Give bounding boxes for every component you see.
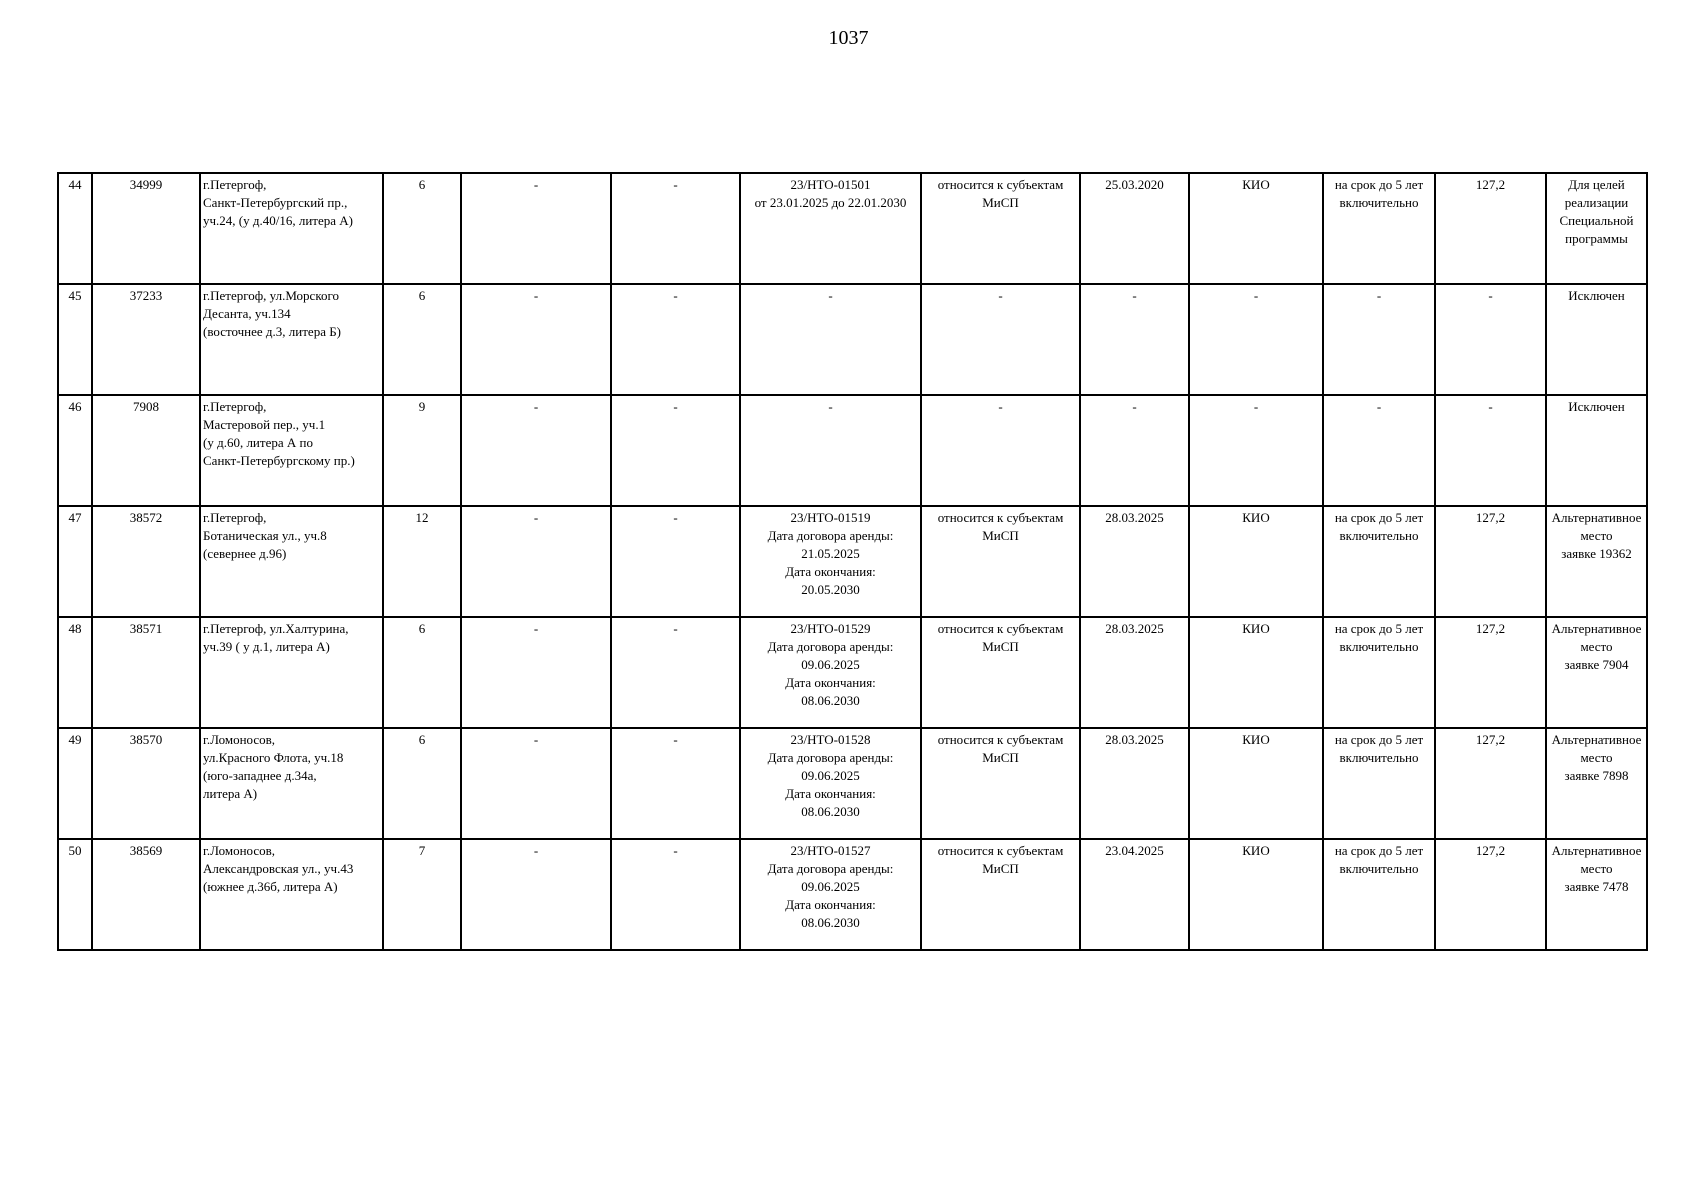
cell-line: Дата договора аренды: (767, 750, 894, 765)
cell-line: (восточнее д.3, литера Б) (203, 324, 342, 339)
cell-contract (740, 284, 921, 395)
cell-line: Дата договора аренды: (767, 639, 894, 654)
cell-line: - (998, 288, 1003, 303)
cell-column-6: - (611, 173, 740, 284)
cell-value: 127,2 (1435, 506, 1546, 617)
cell-registry-id: 38570 (92, 728, 200, 839)
cell-note (1546, 617, 1647, 728)
cell-line: г.Петергоф, (203, 510, 267, 525)
cell-line: 08.06.2030 (801, 915, 860, 930)
cell-organization: КИО (1189, 728, 1323, 839)
cell-value: 127,2 (1435, 728, 1546, 839)
cell-note (1546, 839, 1647, 950)
table-row (58, 506, 1647, 617)
cell-contract (740, 506, 921, 617)
cell-organization: КИО (1189, 839, 1323, 950)
cell-line: Санкт-Петербургскому пр.) (203, 453, 355, 468)
cell-line: г.Ломоносов, (203, 732, 276, 747)
cell-line: Для целей (1568, 177, 1625, 192)
cell-column-5: - (461, 173, 611, 284)
cell-line: 09.06.2025 (801, 879, 860, 894)
cell-line: Специальной (1559, 213, 1634, 228)
cell-column-5: - (461, 506, 611, 617)
table-body (58, 173, 1647, 950)
cell-row-number: 50 (58, 839, 92, 950)
cell-line: Александровская ул., уч.43 (203, 861, 354, 876)
cell-line: (севернее д.96) (203, 546, 287, 561)
cell-line: уч.24, (у д.40/16, литера А) (203, 213, 353, 228)
cell-line: - (828, 399, 833, 414)
table-row (58, 839, 1647, 950)
cell-date: - (1080, 395, 1189, 506)
cell-column-6: - (611, 284, 740, 395)
cell-row-number: 45 (58, 284, 92, 395)
cell-value: 127,2 (1435, 839, 1546, 950)
cell-address (200, 506, 383, 617)
cell-note (1546, 395, 1647, 506)
cell-line: 08.06.2030 (801, 693, 860, 708)
cell-registry-id: 38571 (92, 617, 200, 728)
cell-note (1546, 506, 1647, 617)
cell-line: место (1580, 750, 1613, 765)
cell-row-number: 48 (58, 617, 92, 728)
cell-column-4: 6 (383, 617, 461, 728)
cell-registry-id: 38572 (92, 506, 200, 617)
cell-line: Дата окончания: (785, 564, 876, 579)
cell-contract (740, 839, 921, 950)
cell-line: - (998, 399, 1003, 414)
cell-line: на срок до 5 лет (1334, 510, 1424, 525)
cell-line: ул.Красного Флота, уч.18 (203, 750, 344, 765)
cell-line: на срок до 5 лет (1334, 621, 1424, 636)
cell-line: заявке 7478 (1564, 879, 1629, 894)
cell-subject-status (921, 173, 1080, 284)
cell-date: 28.03.2025 (1080, 617, 1189, 728)
cell-organization: - (1189, 284, 1323, 395)
cell-column-4: 7 (383, 839, 461, 950)
cell-column-4: 6 (383, 173, 461, 284)
cell-line: - (828, 288, 833, 303)
cell-line: 23/НТО-01519 (790, 510, 871, 525)
cell-line: МиСП (982, 195, 1019, 210)
cell-column-4: 12 (383, 506, 461, 617)
cell-line: относится к субъектам (937, 843, 1064, 858)
cell-line: программы (1565, 231, 1628, 246)
table-row (58, 395, 1647, 506)
cell-line: Альтернативное (1551, 732, 1642, 747)
cell-column-6: - (611, 728, 740, 839)
cell-line: 09.06.2025 (801, 657, 860, 672)
cell-term (1323, 728, 1435, 839)
cell-contract (740, 173, 921, 284)
table-row (58, 617, 1647, 728)
cell-line: - (1376, 288, 1382, 303)
cell-column-4: 6 (383, 284, 461, 395)
cell-line: (южнее д.36б, литера А) (203, 879, 338, 894)
cell-line: 09.06.2025 (801, 768, 860, 783)
cell-value: - (1435, 284, 1546, 395)
cell-line: МиСП (982, 861, 1019, 876)
cell-row-number: 44 (58, 173, 92, 284)
cell-line: Дата договора аренды: (767, 528, 894, 543)
cell-column-6: - (611, 395, 740, 506)
cell-address (200, 839, 383, 950)
cell-row-number: 47 (58, 506, 92, 617)
cell-line: на срок до 5 лет (1334, 732, 1424, 747)
cell-date: 28.03.2025 (1080, 728, 1189, 839)
cell-term (1323, 617, 1435, 728)
cell-column-6: - (611, 839, 740, 950)
cell-column-4: 9 (383, 395, 461, 506)
cell-term (1323, 839, 1435, 950)
cell-term (1323, 506, 1435, 617)
cell-line: - (1376, 399, 1382, 414)
table-row (58, 173, 1647, 284)
cell-line: г.Петергоф, (203, 399, 267, 414)
cell-column-4: 6 (383, 728, 461, 839)
cell-line: относится к субъектам (937, 177, 1064, 192)
cell-line: Мастеровой пер., уч.1 (203, 417, 326, 432)
cell-address (200, 395, 383, 506)
cell-line: Дата окончания: (785, 675, 876, 690)
cell-line: относится к субъектам (937, 510, 1064, 525)
cell-line: Альтернативное (1551, 621, 1642, 636)
cell-line: (юго-западнее д.34а, (203, 768, 317, 783)
cell-line: включительно (1339, 195, 1419, 210)
cell-address (200, 173, 383, 284)
cell-line: г.Петергоф, ул.Морского (203, 288, 339, 303)
cell-organization: - (1189, 395, 1323, 506)
cell-line: включительно (1339, 861, 1419, 876)
registry-table (57, 172, 1648, 951)
cell-line: г.Ломоносов, (203, 843, 276, 858)
cell-column-5: - (461, 617, 611, 728)
cell-line: заявке 7904 (1564, 657, 1629, 672)
cell-line: реализации (1564, 195, 1629, 210)
cell-contract (740, 395, 921, 506)
cell-line: включительно (1339, 750, 1419, 765)
cell-term (1323, 284, 1435, 395)
cell-line: Ботаническая ул., уч.8 (203, 528, 327, 543)
cell-note (1546, 284, 1647, 395)
cell-address (200, 284, 383, 395)
cell-row-number: 46 (58, 395, 92, 506)
cell-subject-status (921, 506, 1080, 617)
cell-line: МиСП (982, 639, 1019, 654)
cell-line: Дата договора аренды: (767, 861, 894, 876)
cell-line: МиСП (982, 528, 1019, 543)
cell-line: 08.06.2030 (801, 804, 860, 819)
table-row (58, 284, 1647, 395)
cell-organization: КИО (1189, 506, 1323, 617)
cell-note (1546, 173, 1647, 284)
cell-line: включительно (1339, 528, 1419, 543)
cell-date: 23.04.2025 (1080, 839, 1189, 950)
cell-contract (740, 728, 921, 839)
cell-address (200, 617, 383, 728)
cell-column-6: - (611, 506, 740, 617)
cell-line: место (1580, 861, 1613, 876)
cell-line: МиСП (982, 750, 1019, 765)
cell-column-5: - (461, 839, 611, 950)
cell-row-number: 49 (58, 728, 92, 839)
cell-date: - (1080, 284, 1189, 395)
cell-line: (у д.60, литера А по (203, 435, 313, 450)
cell-subject-status (921, 284, 1080, 395)
cell-value: 127,2 (1435, 173, 1546, 284)
cell-subject-status (921, 395, 1080, 506)
cell-line: Исключен (1568, 399, 1625, 414)
cell-line: Дата окончания: (785, 786, 876, 801)
cell-column-5: - (461, 284, 611, 395)
cell-line: 20.05.2030 (801, 582, 860, 597)
cell-line: относится к субъектам (937, 732, 1064, 747)
cell-line: г.Петергоф, (203, 177, 267, 192)
cell-term (1323, 173, 1435, 284)
cell-date: 28.03.2025 (1080, 506, 1189, 617)
cell-line: Альтернативное (1551, 510, 1642, 525)
cell-line: на срок до 5 лет (1334, 843, 1424, 858)
cell-line: от 23.01.2025 до 22.01.2030 (754, 195, 907, 210)
cell-line: на срок до 5 лет (1334, 177, 1424, 192)
table-row (58, 728, 1647, 839)
cell-date: 25.03.2020 (1080, 173, 1189, 284)
cell-line: заявке 7898 (1564, 768, 1629, 783)
cell-registry-id: 7908 (92, 395, 200, 506)
cell-line: Санкт-Петербургский пр., (203, 195, 348, 210)
page-number: 1037 (828, 27, 869, 49)
cell-line: литера А) (203, 786, 258, 801)
cell-subject-status (921, 617, 1080, 728)
cell-value: - (1435, 395, 1546, 506)
cell-line: г.Петергоф, ул.Халтурина, (203, 621, 349, 636)
cell-line: 21.05.2025 (801, 546, 860, 561)
cell-line: Десанта, уч.134 (203, 306, 291, 321)
cell-line: включительно (1339, 639, 1419, 654)
cell-line: относится к субъектам (937, 621, 1064, 636)
cell-line: место (1580, 639, 1613, 654)
cell-line: 23/НТО-01529 (790, 621, 871, 636)
cell-column-5: - (461, 728, 611, 839)
cell-line: Дата окончания: (785, 897, 876, 912)
cell-line: 23/НТО-01527 (790, 843, 871, 858)
cell-registry-id: 38569 (92, 839, 200, 950)
cell-subject-status (921, 728, 1080, 839)
cell-line: Исключен (1568, 288, 1625, 303)
cell-line: заявке 19362 (1561, 546, 1632, 561)
cell-note (1546, 728, 1647, 839)
cell-line: место (1580, 528, 1613, 543)
cell-line: 23/НТО-01528 (790, 732, 871, 747)
cell-organization: КИО (1189, 617, 1323, 728)
cell-address (200, 728, 383, 839)
cell-organization: КИО (1189, 173, 1323, 284)
cell-registry-id: 34999 (92, 173, 200, 284)
cell-term (1323, 395, 1435, 506)
cell-line: уч.39 ( у д.1, литера А) (203, 639, 330, 654)
cell-line: Альтернативное (1551, 843, 1642, 858)
cell-contract (740, 617, 921, 728)
cell-registry-id: 37233 (92, 284, 200, 395)
cell-column-5: - (461, 395, 611, 506)
cell-value: 127,2 (1435, 617, 1546, 728)
cell-column-6: - (611, 617, 740, 728)
cell-subject-status (921, 839, 1080, 950)
cell-line: 23/НТО-01501 (790, 177, 871, 192)
